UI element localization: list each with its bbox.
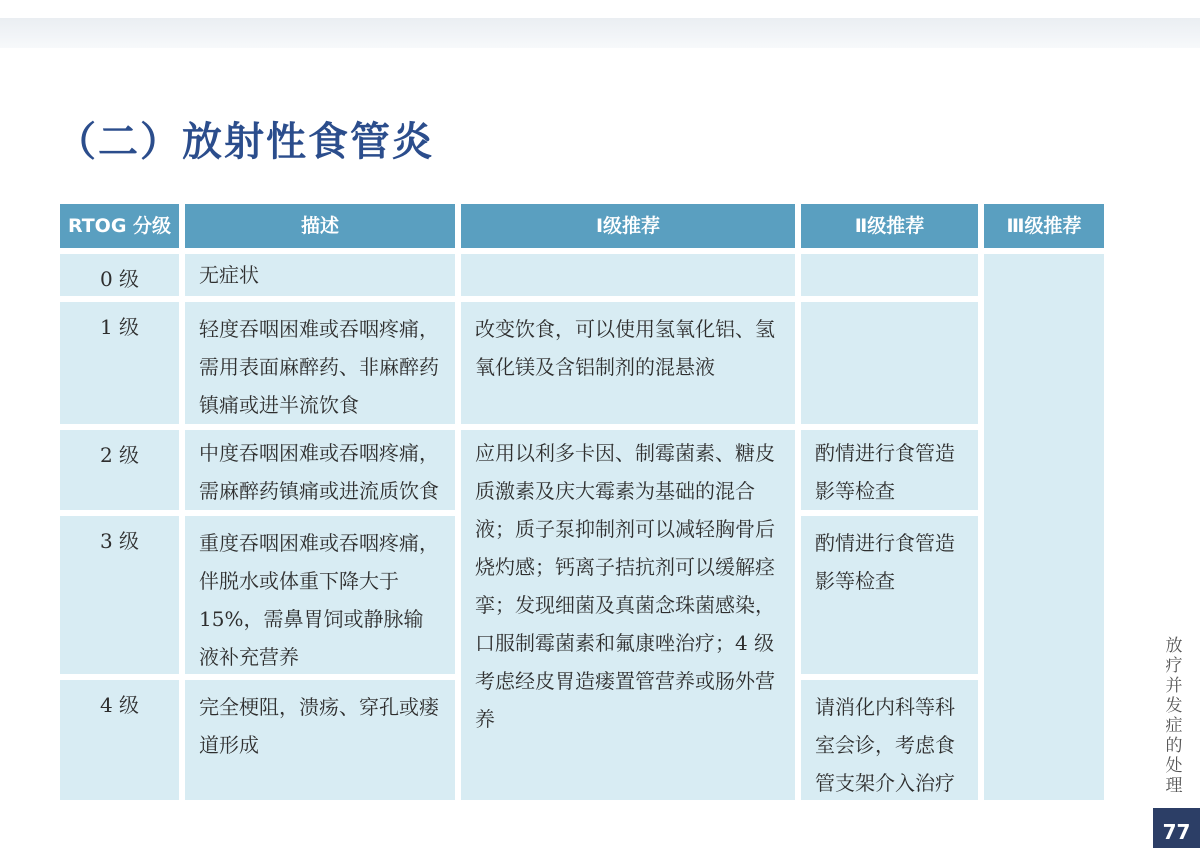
- description-grade-3: 重度吞咽困难或吞咽疼痛，伴脱水或体重下降大于15%，需鼻胃饲或静脉输液补充营养: [185, 516, 455, 674]
- header-description: 描述: [185, 204, 455, 248]
- level2-grade-2: 酌情进行食管造影等检查: [801, 430, 978, 510]
- description-grade-2: 中度吞咽困难或吞咽疼痛，需麻醉药镇痛或进流质饮食: [185, 430, 455, 510]
- header-level1-recommendation: Ⅰ级推荐: [461, 204, 795, 248]
- chapter-side-label: 放疗并发症的处理: [1165, 636, 1183, 796]
- grade-1: 1 级: [60, 302, 179, 424]
- grade-0: 0 级: [60, 254, 179, 296]
- level1-grade-1: 改变饮食，可以使用氢氧化铝、氢氧化镁及含铝制剂的混悬液: [461, 302, 795, 424]
- grade-2: 2 级: [60, 430, 179, 510]
- header-level3-recommendation: Ⅲ级推荐: [984, 204, 1104, 248]
- level1-grade-0-empty: [461, 254, 795, 296]
- page-title: （二）放射性食管炎: [56, 119, 434, 165]
- top-decorative-band: [0, 18, 1200, 48]
- header-level2-recommendation: Ⅱ级推荐: [801, 204, 978, 248]
- grade-4: 4 级: [60, 680, 179, 800]
- level2-grade-3: 酌情进行食管造影等检查: [801, 516, 978, 674]
- description-grade-4: 完全梗阻，溃疡、穿孔或瘘道形成: [185, 680, 455, 800]
- level3-column-empty: [984, 254, 1104, 800]
- description-grade-0: 无症状: [185, 254, 455, 296]
- grade-3: 3 级: [60, 516, 179, 674]
- level2-grade-1-empty: [801, 302, 978, 424]
- level2-grade-0-empty: [801, 254, 978, 296]
- level1-grade-2-to-4: 应用以利多卡因、制霉菌素、糖皮质激素及庆大霉素为基础的混合液；质子泵抑制剂可以减轻胸骨后烧灼感；钙离子拮抗剂可以缓解痉挛；发现细菌及真菌念珠菌感染，口服制霉菌素和氟康唑治疗；4 级考虑经皮胃造瘘置管营养或肠外营养: [461, 430, 795, 800]
- page-number: 77: [1153, 808, 1200, 848]
- description-grade-1: 轻度吞咽困难或吞咽疼痛，需用表面麻醉药、非麻醉药镇痛或进半流饮食: [185, 302, 455, 424]
- header-rtog-grade: RTOG 分级: [60, 204, 179, 248]
- level2-grade-4: 请消化内科等科室会诊，考虑食管支架介入治疗: [801, 680, 978, 800]
